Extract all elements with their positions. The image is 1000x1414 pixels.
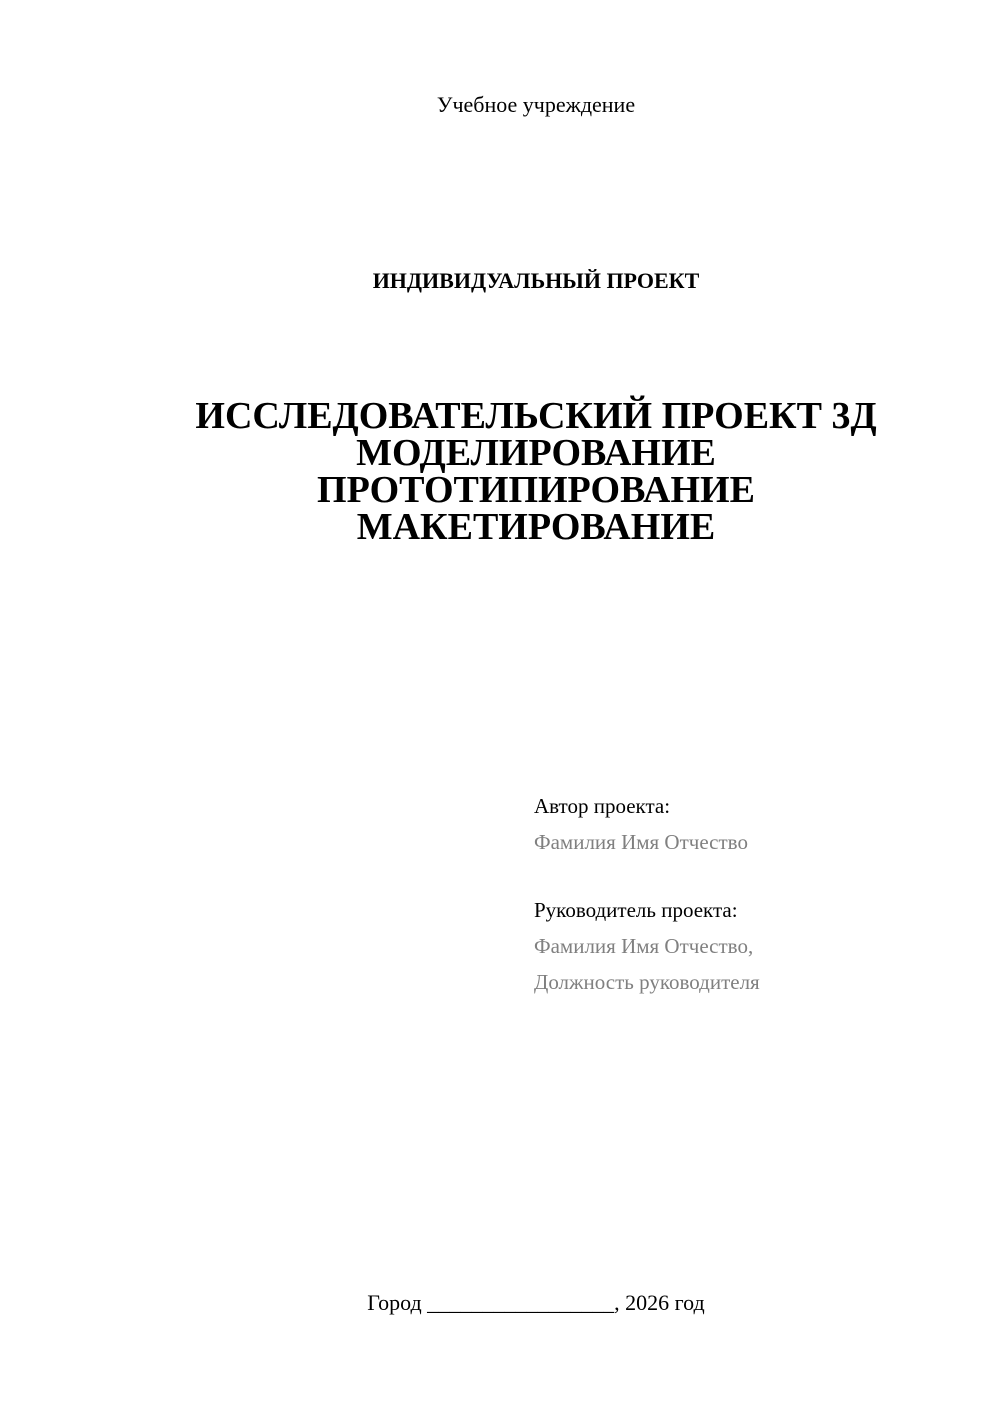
project-title bbox=[150, 395, 922, 548]
credits-spacer bbox=[534, 860, 974, 892]
author-name: Фамилия Имя Отчество bbox=[534, 830, 748, 854]
city-year-footer: Город _________________, 2026 год bbox=[367, 1290, 705, 1315]
supervisor-label: Руководитель проекта: bbox=[534, 898, 738, 922]
supervisor-name: Фамилия Имя Отчество, bbox=[534, 934, 754, 958]
project-title-line: ПРОТОТИПИРОВАНИЕ bbox=[317, 469, 755, 511]
institution-name: Учебное учреждение bbox=[436, 92, 636, 117]
supervisor-position: Должность руководителя bbox=[534, 970, 760, 994]
project-title-line: МОДЕЛИРОВАНИЕ bbox=[356, 432, 716, 474]
project-type-heading: ИНДИВИДУАЛЬНЫЙ ПРОЕКТ bbox=[372, 268, 700, 293]
credits-block bbox=[534, 788, 974, 1000]
project-title-line: МАКЕТИРОВАНИЕ bbox=[356, 506, 716, 548]
project-title-line: ИССЛЕДОВАТЕЛЬСКИЙ ПРОЕКТ 3Д bbox=[195, 395, 877, 437]
author-label: Автор проекта: bbox=[534, 794, 671, 818]
